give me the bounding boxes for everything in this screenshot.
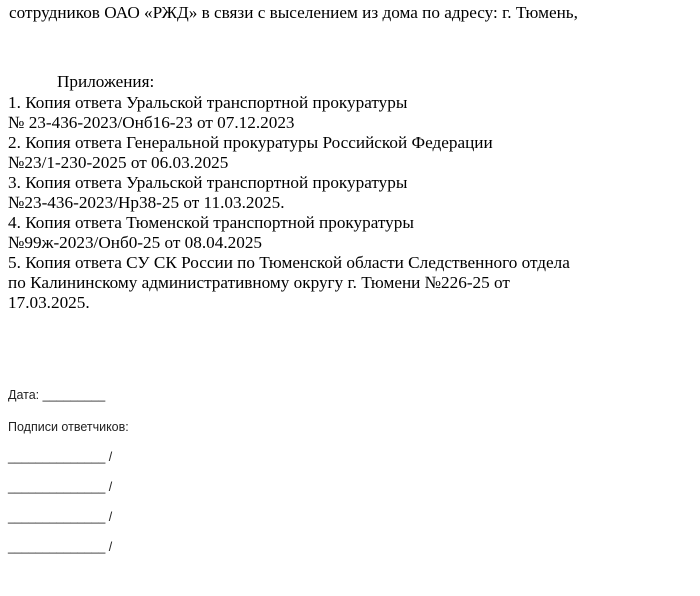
appendix-item-line: 1. Копия ответа Уральской транспортной прокуратуры xyxy=(8,93,408,112)
signature-line: ______________ / xyxy=(8,540,113,554)
appendix-list xyxy=(8,93,570,313)
signatures-label: Подписи ответчиков: xyxy=(8,420,129,434)
appendix-item-line: №23-436-2023/Нр38-25 от 11.03.2025. xyxy=(8,193,285,212)
appendix-heading: Приложения: xyxy=(57,72,155,91)
appendix-item-line: № 23-436-2023/Онб16-23 от 07.12.2023 xyxy=(8,113,295,132)
appendix-item xyxy=(8,133,570,173)
appendix-item-line: 4. Копия ответа Тюменской транспортной прокуратуры xyxy=(8,213,414,232)
signature-line: ______________ / xyxy=(8,450,113,464)
appendix-item-line: 3. Копия ответа Уральской транспортной прокуратуры xyxy=(8,173,408,192)
appendix-item xyxy=(8,93,570,133)
appendix-item-line: 17.03.2025. xyxy=(8,293,90,312)
appendix-item-line: №23/1-230-2025 от 06.03.2025 xyxy=(8,153,229,172)
appendix-item xyxy=(8,173,570,213)
appendix-item-line: 2. Копия ответа Генеральной прокуратуры Российской Федерации xyxy=(8,133,493,152)
appendix-item xyxy=(8,213,570,253)
appendix-item xyxy=(8,253,570,313)
signature-line: ______________ / xyxy=(8,510,113,524)
appendix-item-line: по Калининскому административному округу г. Тюмени №226-25 от xyxy=(8,273,510,292)
date-field: Дата: _________ xyxy=(8,388,106,402)
body-text-line: сотрудников ОАО «РЖД» в связи с выселением из дома по адресу: г. Тюмень, xyxy=(9,3,578,22)
appendix-item-line: №99ж-2023/Онб0-25 от 08.04.2025 xyxy=(8,233,263,252)
signature-line: ______________ / xyxy=(8,480,113,494)
appendix-item-line: 5. Копия ответа СУ СК России по Тюменской области Следственного отдела xyxy=(8,253,570,272)
